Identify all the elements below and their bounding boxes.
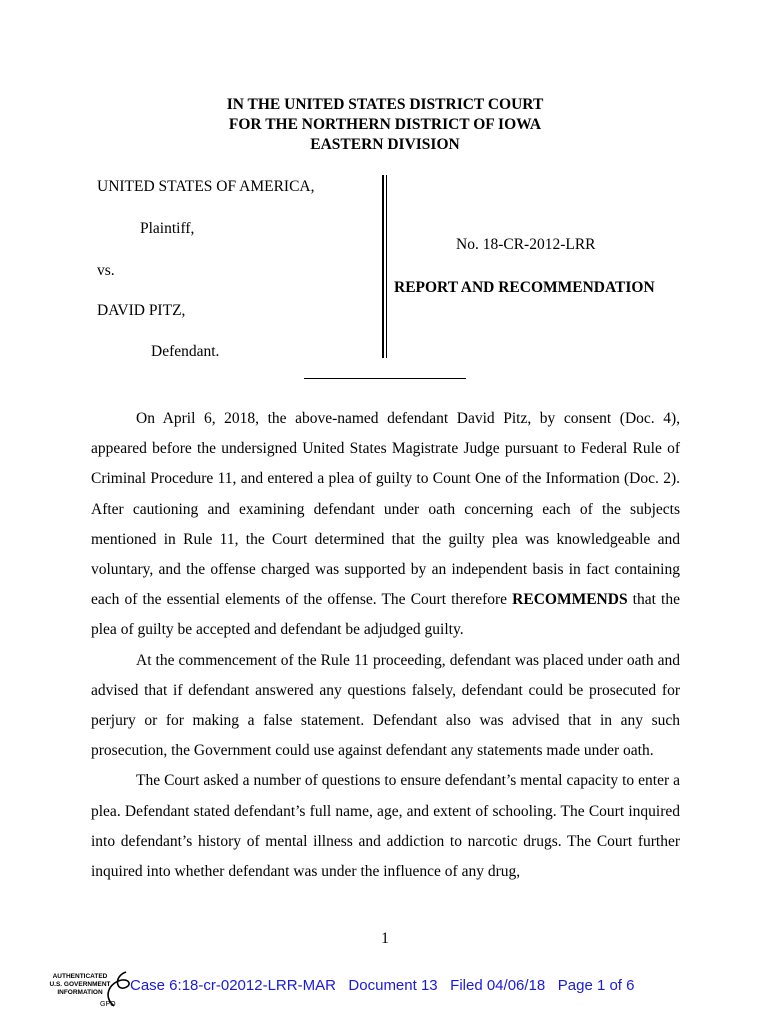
seal-gpo-mark: GPO bbox=[100, 1001, 116, 1008]
seal-text-line-1: AUTHENTICATED bbox=[52, 973, 108, 980]
versus-label: vs. bbox=[97, 262, 115, 279]
paragraph-3: The Court asked a number of questions to ensure defendant’s mental capacity to enter a plea. Defendant stated defendant’s full name, age, and extent of schooling. The Court inquired into defendant’s history of mental illness and addiction to narcotic drugs. The Court further inquired into whether defendant was under the influence of any drug, bbox=[91, 772, 680, 881]
seal-text-line-3: INFORMATION bbox=[57, 989, 103, 996]
document-body bbox=[91, 404, 680, 887]
case-number: No. 18-CR-2012-LRR bbox=[456, 236, 596, 253]
plaintiff-name: UNITED STATES OF AMERICA, bbox=[97, 178, 315, 195]
seal-text-line-2: U.S. GOVERNMENT bbox=[49, 981, 111, 988]
footer-page: Page 1 of 6 bbox=[557, 977, 635, 994]
recommends-emphasis: RECOMMENDS bbox=[512, 591, 628, 609]
document-title: REPORT AND RECOMMENDATION bbox=[394, 279, 655, 296]
paragraph-1-text: On April 6, 2018, the above-named defendant David Pitz, by consent (Doc. 4), appeared before the undersigned United States Magistrate Judge pursuant to Federal Rule of Criminal Procedure 11, and entered a plea of guilty to Count One of the Information (Doc. 2). After cautioning and examining defendant under oath concerning each of the subjects mentioned in Rule 11, the Court determined that the guilty plea was knowledgeable and voluntary, and the offense charged was supported by an independent basis in fact containing each of the essential elements of the offense. The Court therefore bbox=[91, 410, 680, 609]
page-number: 1 bbox=[381, 930, 389, 947]
court-name-line-2: FOR THE NORTHERN DISTRICT OF IOWA bbox=[228, 116, 542, 133]
separator-line bbox=[304, 378, 466, 379]
court-division: EASTERN DIVISION bbox=[310, 136, 460, 153]
plaintiff-role: Plaintiff, bbox=[140, 220, 195, 237]
footer-document: Document 13 bbox=[348, 977, 438, 994]
footer-filed: Filed 04/06/18 bbox=[450, 977, 546, 994]
defendant-role: Defendant. bbox=[151, 343, 220, 360]
case-footer bbox=[130, 977, 634, 994]
defendant-name: DAVID PITZ, bbox=[97, 302, 186, 319]
footer-case-id: Case 6:18-cr-02012-LRR-MAR bbox=[130, 977, 336, 994]
paragraph-2: At the commencement of the Rule 11 proceeding, defendant was placed under oath and advised that if defendant answered any questions falsely, defendant could be prosecuted for perjury or for making a false statement. Defendant also was advised that in any such prosecution, the Government could use against defendant any statements made under oath. bbox=[91, 651, 680, 760]
court-header bbox=[0, 95, 770, 155]
caption-divider-inner bbox=[386, 175, 387, 358]
gpo-authentication-seal bbox=[44, 966, 136, 1012]
paragraph-1 bbox=[91, 404, 680, 646]
paragraph-1-tail: that the plea of guilty be accepted and defendant be adjudged guilty. bbox=[91, 591, 680, 639]
caption-divider bbox=[382, 175, 384, 358]
court-name-line-1: IN THE UNITED STATES DISTRICT COURT bbox=[226, 96, 544, 113]
